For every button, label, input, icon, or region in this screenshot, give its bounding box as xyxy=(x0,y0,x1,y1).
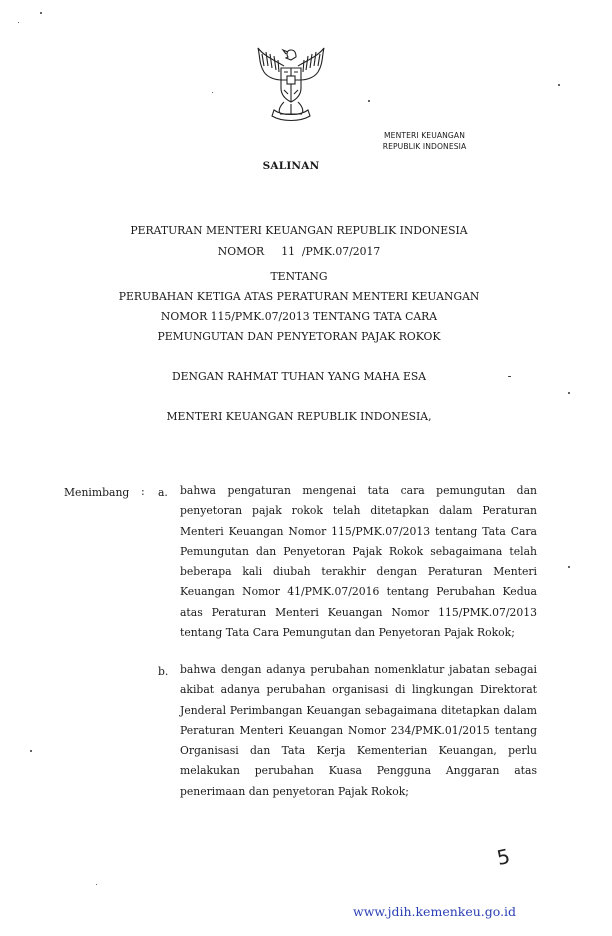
scan-speck xyxy=(508,376,511,377)
regulation-number: NOMOR 11 /PMK.07/2017 xyxy=(217,245,381,258)
subject-line1: PERUBAHAN KETIGA ATAS PERATURAN MENTERI KEUANGAN xyxy=(118,290,480,303)
scan-speck xyxy=(18,22,19,23)
scan-speck xyxy=(212,92,213,93)
regulation-title: PERATURAN MENTERI KEUANGAN REPUBLIK INDONESIA xyxy=(130,224,468,237)
institution-line2 xyxy=(0,142,612,151)
scan-speck xyxy=(558,84,560,86)
item-b-letter: b. xyxy=(158,665,169,678)
about-label: TENTANG xyxy=(270,270,328,283)
subject-line2: NOMOR 115/PMK.07/2013 TENTANG TATA CARA xyxy=(160,310,438,323)
footer-url[interactable]: www.jdih.kemenkeu.go.id xyxy=(353,904,517,919)
institution-line2-text: REPUBLIK INDONESIA xyxy=(382,142,467,151)
institution-line1 xyxy=(0,131,612,140)
scan-speck xyxy=(368,100,370,102)
scan-speck xyxy=(40,12,42,14)
copy-mark: SALINAN xyxy=(262,160,320,172)
considering-label: Menimbang xyxy=(64,486,130,499)
scan-speck xyxy=(568,392,570,394)
garuda-emblem-icon xyxy=(250,44,332,126)
scan-speck xyxy=(96,884,97,885)
subject-line3: PEMUNGUTAN DAN PENYETORAN PAJAK ROKOK xyxy=(157,330,441,343)
scan-speck xyxy=(568,566,570,568)
item-a-letter: a. xyxy=(158,486,168,499)
blessing-line: DENGAN RAHMAT TUHAN YANG MAHA ESA xyxy=(171,370,427,383)
institution-line1-text: MENTERI KEUANGAN xyxy=(384,131,465,140)
issuer-line: MENTERI KEUANGAN REPUBLIK INDONESIA, xyxy=(166,410,432,423)
item-b-text: bahwa dengan adanya perubahan nomenklatur jabatan sebagai akibat adanya perubahan organisasi di lingkungan Direktorat Jenderal Perimbangan Keuangan sebagaimana ditetapkan dalam Peraturan Menteri Keuangan Nomor 234/PMK.01/2015 tentang Organisasi dan Tata Kerja Kementerian Keuangan, perlu melakukan perubahan Kuasa Pengguna Anggaran atas penerimaan dan penyetoran Pajak Rokok; xyxy=(180,663,537,798)
scan-speck xyxy=(30,750,32,752)
page-mark: 5 xyxy=(494,843,513,871)
item-a-text: bahwa pengaturan mengenai tata cara pemungutan dan penyetoran pajak rokok telah ditetapkan dalam Peraturan Menteri Keuangan Nomor 115/PMK.07/2013 tentang Tata Cara Pemungutan dan Penyetoran Pajak Rokok sebagaimana telah beberapa kali diubah terakhir dengan Peraturan Menteri Keuangan Nomor 41/PMK.07/2016 tentang Perubahan Kedua atas Peraturan Menteri Keuangan Nomor 115/PMK.07/2013 tentang Tata Cara Pemungutan dan Penyetoran Pajak Rokok; xyxy=(180,484,537,640)
considering-colon: : xyxy=(141,485,145,498)
